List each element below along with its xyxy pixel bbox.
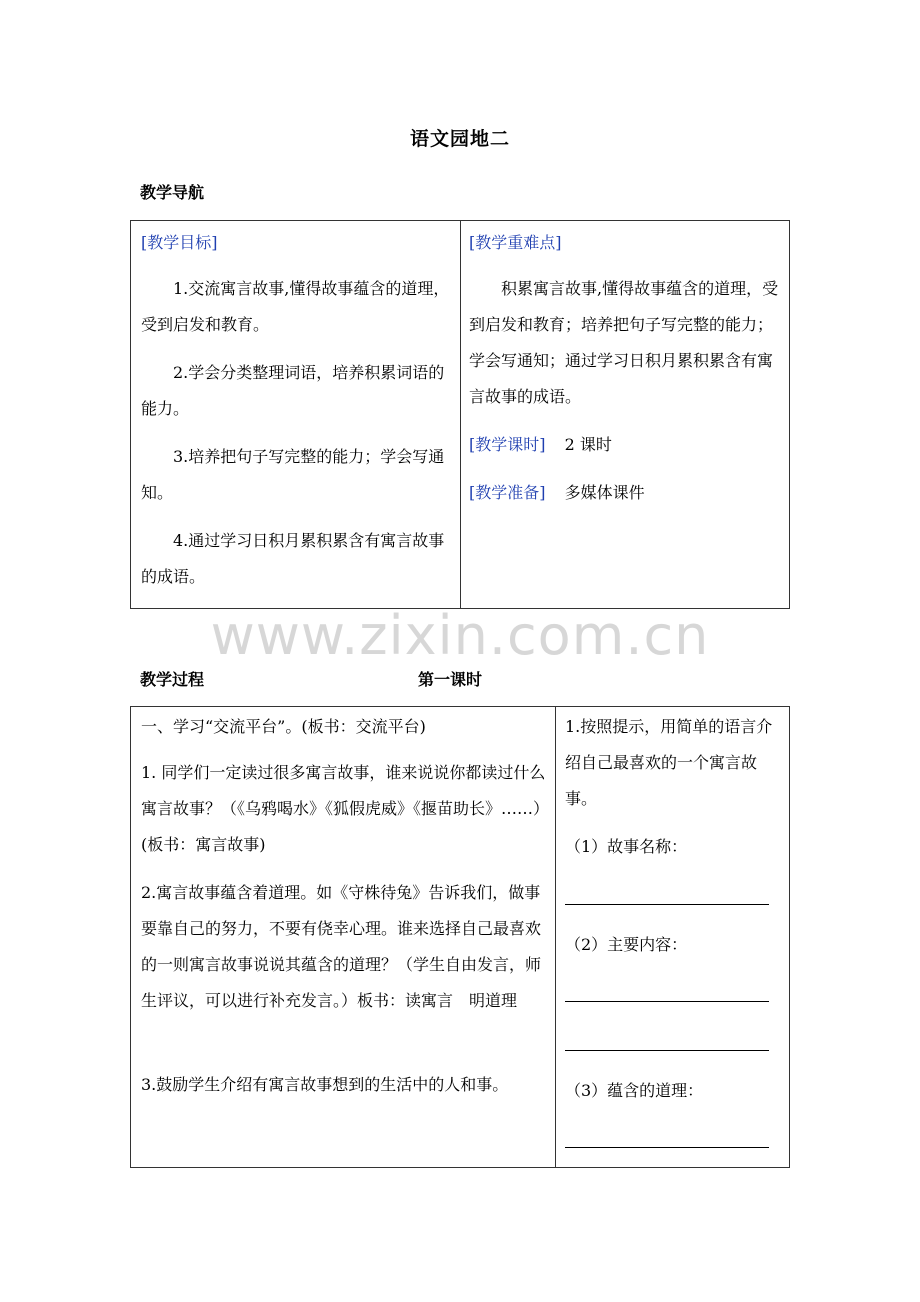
key-points-tag: [教学重难点]: [469, 233, 562, 252]
prep-row: [469, 475, 783, 511]
guide-divider: [460, 221, 461, 608]
prep-tag: [教学准备]: [469, 483, 546, 502]
process-divider: [555, 707, 556, 1167]
hours-tag: [教学课时]: [469, 435, 546, 454]
objectives-tag: [教学目标]: [141, 233, 218, 252]
exercise-item-moral: （3）蕴含的道理：: [565, 1081, 704, 1100]
nav-heading: 教学导航: [140, 183, 205, 202]
objective-item: 2.学会分类整理词语，培养积累词语的能力。: [141, 363, 445, 418]
blank-line: [565, 1001, 769, 1002]
key-points-text: 积累寓言故事,懂得故事蕴含的道理，受到启发和教育；培养把句子写完整的能力；学会写通知；通过学习日积月累积累含有寓言故事的成语。: [469, 279, 779, 406]
lesson-heading: 第一课时: [418, 670, 483, 689]
hours-row: [469, 427, 783, 463]
prep-value: 多媒体课件: [564, 483, 645, 502]
objective-item: 1.交流寓言故事,懂得故事蕴含的道理，受到启发和教育。: [141, 279, 450, 334]
objective-item: 4.通过学习日积月累积累含有寓言故事的成语。: [141, 531, 445, 586]
process-heading: 教学过程: [140, 670, 205, 689]
process-step: 一、学习“交流平台”。(板书：交流平台): [141, 717, 426, 736]
process-step: 3.鼓励学生介绍有寓言故事想到的生活中的人和事。: [141, 1075, 509, 1094]
exercise-prompt: 1.按照提示，用简单的语言介绍自己最喜欢的一个寓言故事。: [565, 717, 773, 808]
process-step: 1. 同学们一定读过很多寓言故事，谁来说说你都读过什么寓言故事？（《乌鸦喝水》《狐假虎威》《揠苗助长》……）(板书：寓言故事): [141, 763, 550, 854]
exercise-item-name: （1）故事名称：: [565, 837, 688, 856]
watermark: www.zixin.com.cn: [210, 604, 710, 667]
process-step: 2.寓言故事蕴含着道理。如《守株待兔》告诉我们，做事要靠自己的努力，不要有侥幸心理。谁来选择自己最喜欢的一则寓言故事说说其蕴含的道理？（学生自由发言，师生评议，可以进行补充发言。）板书：读寓言 明道理: [141, 883, 542, 1010]
hours-value: 2 课时: [564, 435, 612, 454]
guide-table: [130, 220, 790, 609]
blank-line: [565, 1050, 769, 1051]
document-title: 语文园地二: [409, 128, 510, 150]
process-table: [130, 706, 790, 1168]
blank-line: [565, 1147, 769, 1148]
blank-line: [565, 904, 769, 905]
objective-item: 3.培养把句子写完整的能力；学会写通知。: [141, 447, 445, 502]
exercise-item-content: （2）主要内容：: [565, 935, 688, 954]
